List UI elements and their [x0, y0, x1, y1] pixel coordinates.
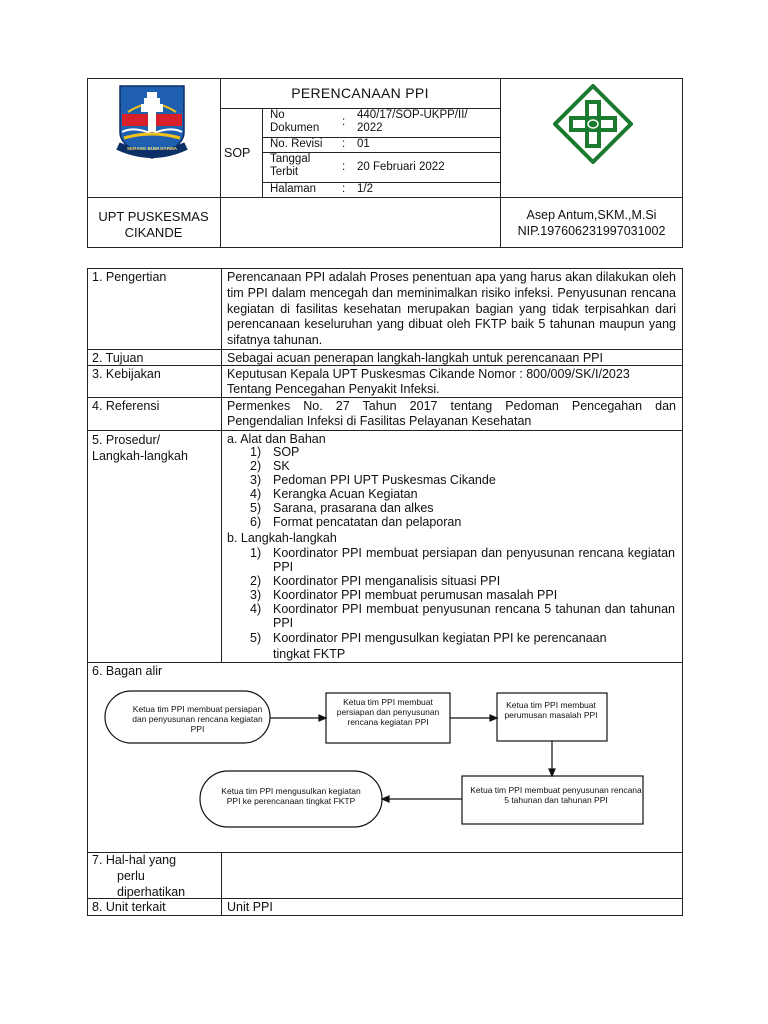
list-item: 2) Koordinator PPI menganalisis situasi PPI — [250, 573, 501, 588]
flow-start-text: Ketua tim PPI membuat persiapan dan penyusunan rencana kegiatan PPI — [132, 704, 263, 734]
section-text-unit: Unit PPI — [227, 900, 273, 914]
prosedur-b-label: b. Langkah-langkah — [227, 531, 337, 545]
puskesmas-logo — [553, 84, 633, 164]
meta-value-no-dokumen: 440/17/SOP-UKPP/II/ 2022 — [357, 109, 468, 134]
section-label-tujuan: 2. Tujuan — [92, 351, 144, 365]
section-text-pengertian: Perencanaan PPI adalah Proses penentuan apa yang harus akan dilakukan oleh tim PPI dalam mencegah dan meminimalkan risiko infeksi. Penyusunan rencana kegiatan di fasilitas kesehatan merupakan bagian yang tidak terpisahkan dari perencanaan keseluruhan yang dibuat oleh FKTP baik 5 tahunan maupun yang sifatnya tahunan. — [227, 270, 676, 348]
meta-sep: : — [342, 138, 346, 150]
section-label-halhal — [92, 852, 185, 900]
meta-value-halaman: 1/2 — [357, 183, 373, 195]
meta-value-revisi: 01 — [357, 138, 370, 150]
flow-end-text: Ketua tim PPI mengusulkan kegiatan PPI ke perencanaan tingkat FKTP — [221, 786, 361, 806]
section-label-kebijakan: 3. Kebijakan — [92, 367, 161, 381]
flow-step-2-text: Ketua tim PPI membuat perumusan masalah PPI — [504, 700, 598, 720]
signer-name: Asep Antum,SKM.,M.Si — [526, 208, 657, 222]
list-item: 6) Format pencatatan dan pelaporan — [250, 514, 462, 529]
prosedur-label-line2: Langkah-langkah — [92, 449, 188, 463]
flow-step-1-text: Ketua tim PPI membuat persiapan dan penyusunan rencana kegiatan PPI — [336, 697, 440, 727]
meta-label-revisi: No. Revisi — [270, 138, 323, 150]
section-label-unit: 8. Unit terkait — [92, 900, 166, 914]
section-label-pengertian: 1. Pengertian — [92, 270, 167, 284]
regency-logo — [114, 82, 190, 162]
list-item: 5) Koordinator PPI mengusulkan kegiatan PPI ke perencanaan tingkat FKTP — [250, 631, 607, 662]
section-text-tujuan: Sebagai acuan penerapan langkah-langkah untuk perencanaan PPI — [227, 351, 603, 365]
org-name-line2: CIKANDE — [124, 225, 183, 240]
signer-nip: NIP.197606231997031002 — [517, 224, 666, 238]
list-item: 3) Koordinator PPI membuat perumusan masalah PPI — [250, 587, 558, 602]
prosedur-b-list — [250, 547, 675, 662]
prosedur-a-label: a. Alat dan Bahan — [227, 432, 326, 446]
list-item: 3) Pedoman PPI UPT Puskesmas Cikande — [250, 472, 496, 487]
prosedur-a-list — [250, 446, 670, 529]
meta-sep: : — [342, 116, 346, 128]
list-item: 1) Koordinator PPI membuat persiapan dan penyusunan rencana kegiatan PPI — [250, 546, 675, 574]
meta-label-halaman: Halaman — [270, 183, 317, 195]
flow-step-3-text: Ketua tim PPI membuat penyusunan rencana 5 tahunan dan tahunan PPI — [470, 785, 642, 805]
halhal-label-line3: diperhatikan — [117, 885, 186, 899]
meta-label-no-dokumen: No Dokumen — [270, 109, 320, 134]
signer-block — [500, 207, 683, 239]
meta-value-tanggal: 20 Februari 2022 — [357, 161, 445, 173]
org-name-line1: UPT PUSKESMAS — [98, 209, 209, 224]
list-item: 5) Sarana, prasarana dan alkes — [250, 500, 434, 515]
meta-sep: : — [342, 161, 346, 173]
section-label-prosedur — [92, 432, 188, 464]
halhal-label-line2: perlu — [117, 869, 145, 883]
meta-sep: : — [342, 183, 346, 195]
org-name — [87, 209, 220, 241]
section-label-referensi: 4. Referensi — [92, 399, 160, 413]
list-item: 2) SK — [250, 458, 290, 473]
section-text-kebijakan: Keputusan Kepala UPT Puskesmas Cikande Nomor : 800/009/SK/I/2023 Tentang Pencegahan Penyakit Infeksi. — [227, 367, 630, 396]
sop-label: SOP — [224, 146, 251, 160]
halhal-label-line1: 7. Hal-hal yang — [92, 853, 177, 867]
section-label-bagan: 6. Bagan alir — [92, 664, 163, 678]
list-item: 4) Koordinator PPI membuat penyusunan rencana 5 tahunan dan tahunan PPI — [250, 601, 675, 630]
prosedur-label-line1: 5. Prosedur/ — [92, 433, 161, 447]
list-item: 1) SOP — [250, 445, 300, 459]
section-text-referensi: Permenkes No. 27 Tahun 2017 tentang Pedoman Pencegahan dan Pengendalian Infeksi di Fasilitas Pelayanan Kesehatan — [227, 399, 676, 428]
list-item: 4) Kerangka Acuan Kegiatan — [250, 486, 418, 501]
document-title: PERENCANAAN PPI — [291, 85, 429, 101]
regency-logo-text: SERANG BUMI DARMA — [127, 146, 177, 151]
meta-label-tanggal: Tanggal Terbit — [270, 153, 311, 178]
